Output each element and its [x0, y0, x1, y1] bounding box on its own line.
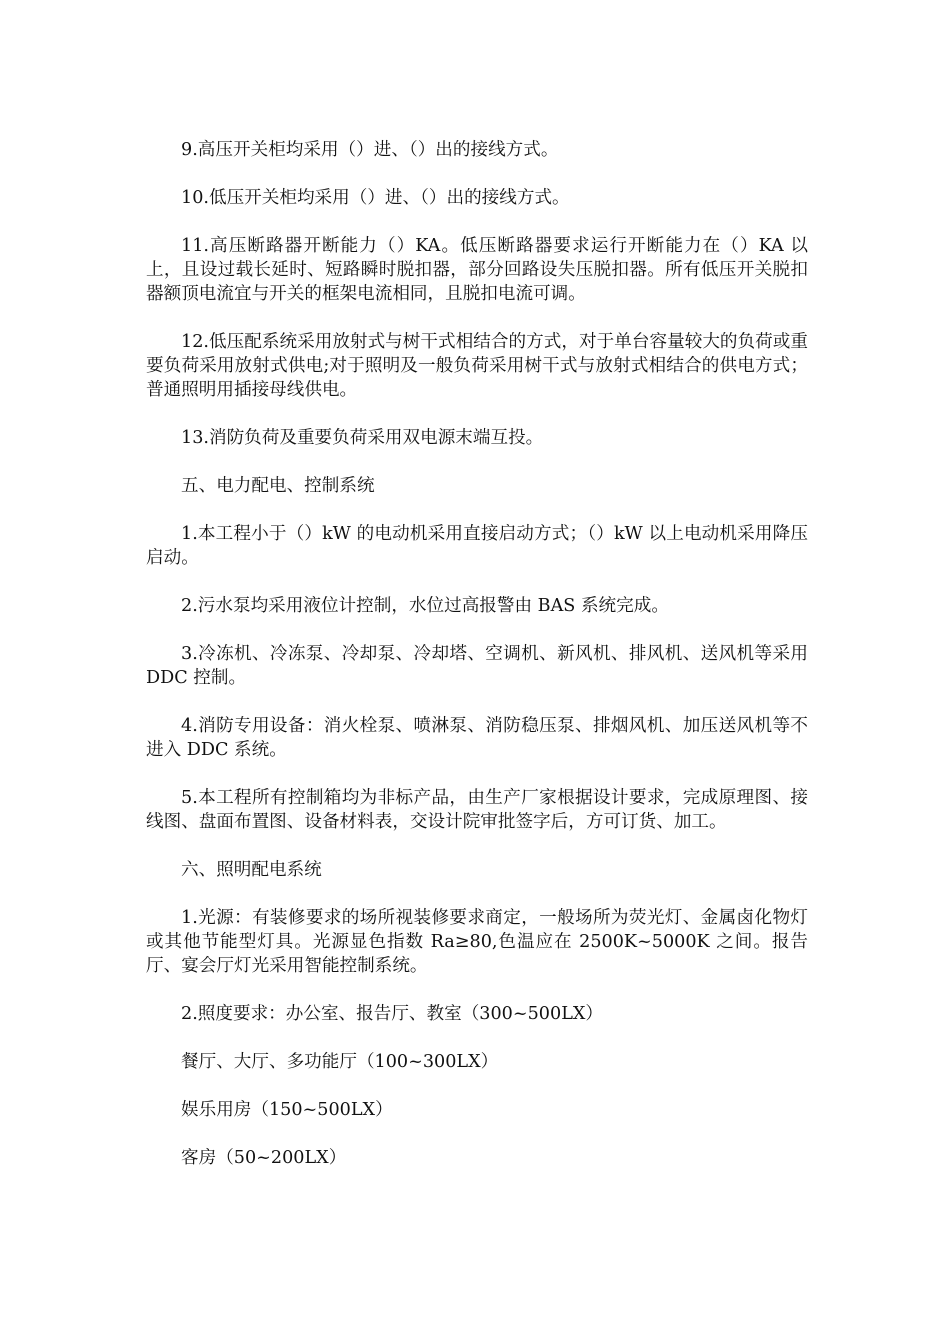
paragraph-sewage-pump: 2.污水泵均采用液位计控制，水位过高报警由 BAS 系统完成。	[181, 596, 669, 616]
paragraph-illuminance-entertainment: 娱乐用房（150~500LX）	[181, 1100, 393, 1120]
document-body	[146, 138, 808, 1170]
paragraph-illuminance-dining: 餐厅、大厅、多功能厅（100~300LX）	[181, 1052, 499, 1072]
paragraph-illuminance-guestroom: 客房（50~200LX）	[181, 1148, 347, 1168]
paragraph-fire-equipment: 4.消防专用设备：消火栓泵、喷淋泵、消防稳压泵、排烟风机、加压送风机等不进入 DDC 系统。	[146, 716, 808, 760]
paragraph-lv-switchgear-wiring: 10.低压开关柜均采用（）进、（）出的接线方式。	[181, 188, 570, 208]
paragraph-control-boxes: 5.本工程所有控制箱均为非标产品，由生产厂家根据设计要求，完成原理图、接线图、盘面布置图、设备材料表，交设计院审批签字后，方可订货、加工。	[146, 788, 808, 832]
paragraph-breaker-capacity: 11.高压断路器开断能力（）KA。低压断路器要求运行开断能力在（）KA 以上，且设过载长延时、短路瞬时脱扣器，部分回路设失压脱扣器。所有低压开关脱扣器额顶电流宜与开关的框架电流相同，且脱扣电流可调。	[146, 236, 808, 304]
section-heading-lighting: 六、照明配电系统	[181, 860, 322, 880]
paragraph-fire-load-transfer: 13.消防负荷及重要负荷采用双电源末端互投。	[181, 428, 544, 448]
paragraph-motor-starting: 1.本工程小于（）kW 的电动机采用直接启动方式；（）kW 以上电动机采用降压启动。	[146, 524, 808, 568]
section-heading-power-control: 五、电力配电、控制系统	[181, 476, 375, 496]
paragraph-illuminance-office: 2.照度要求：办公室、报告厅、教室（300~500LX）	[181, 1004, 603, 1024]
paragraph-hv-switchgear-wiring: 9.高压开关柜均采用（）进、（）出的接线方式。	[181, 140, 559, 160]
paragraph-light-source: 1.光源：有装修要求的场所视装修要求商定，一般场所为荧光灯、金属卤化物灯或其他节能型灯具。光源显色指数 Ra≥80,色温应在 2500K~5000K 之间。报告厅、宴会厅灯光采用智能控制系统。	[146, 908, 808, 976]
paragraph-ddc-control: 3.冷冻机、冷冻泵、冷却泵、冷却塔、空调机、新风机、排风机、送风机等采用 DDC 控制。	[146, 644, 808, 688]
paragraph-lv-distribution-mode: 12.低压配系统采用放射式与树干式相结合的方式，对于单台容量较大的负荷或重要负荷采用放射式供电;对于照明及一般负荷采用树干式与放射式相结合的供电方式；普通照明用插接母线供电。	[146, 332, 808, 400]
